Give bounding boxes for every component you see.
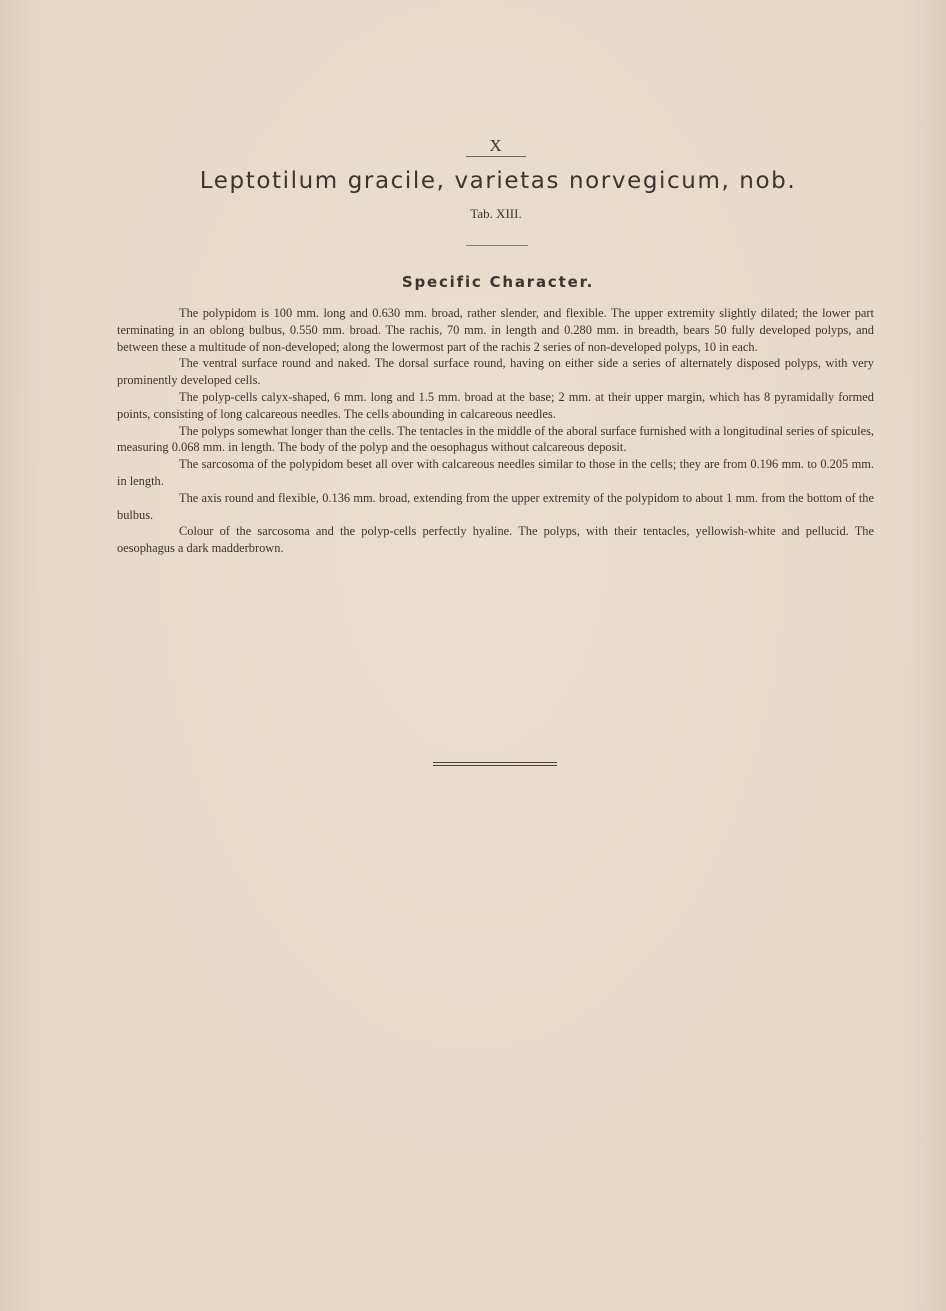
- species-title: Leptotilum gracile, varietas norvegicum, nob.: [199, 168, 797, 194]
- description-body: [117, 305, 874, 557]
- end-divider: [433, 762, 557, 766]
- paragraph-axis: The axis round and flexible, 0.136 mm. broad, extending from the upper extremity of the polypidom to about 1 mm. from the bottom of the bulbus.: [117, 490, 874, 522]
- plate-reference: Tab. XIII.: [470, 206, 522, 221]
- section-number: X: [489, 136, 503, 155]
- section-heading: Specific Character.: [401, 273, 595, 291]
- paragraph-surfaces: The ventral surface round and naked. The dorsal surface round, having on either side a series of alternately disposed polyps, with very prominently developed cells.: [117, 356, 874, 388]
- paragraph-polypidom: The polypidom is 100 mm. long and 0.630 mm. broad, rather slender, and flexible. The upper extremity slightly dilated; the lower part terminating in an oblong bulbus, 0.550 mm. broad. The rachis, 70 mm. in length and 0.280 mm. in breadth, bears 50 fully developed polyps, and between these a multitude of non-developed; along the lowermost part of the rachis 2 series of non-developed polyps, 10 in each.: [117, 306, 874, 354]
- paragraph-colour: Colour of the sarcosoma and the polyp-cells perfectly hyaline. The polyps, with their tentacles, yellowish-white and pellucid. The oesophagus a dark madderbrown.: [117, 524, 874, 556]
- paragraph-polyps: The polyps somewhat longer than the cells. The tentacles in the middle of the aboral surface furnished with a longitudinal series of spicules, measuring 0.068 mm. in length. The body of the polyp and the oesophagus without calcareous deposit.: [117, 423, 874, 455]
- section-number-rule: [466, 156, 526, 157]
- paragraph-polyp-cells: The polyp-cells calyx-shaped, 6 mm. long and 1.5 mm. broad at the base; 2 mm. at their upper margin, which has 8 pyramidally formed points, consisting of long calcareous needles. The cells abounding in calcareous needles.: [117, 389, 874, 421]
- paragraph-sarcosoma: The sarcosoma of the polypidom beset all over with calcareous needles similar to those in the cells; they are from 0.196 mm. to 0.205 mm. in length.: [117, 457, 874, 488]
- title-divider: [466, 245, 528, 246]
